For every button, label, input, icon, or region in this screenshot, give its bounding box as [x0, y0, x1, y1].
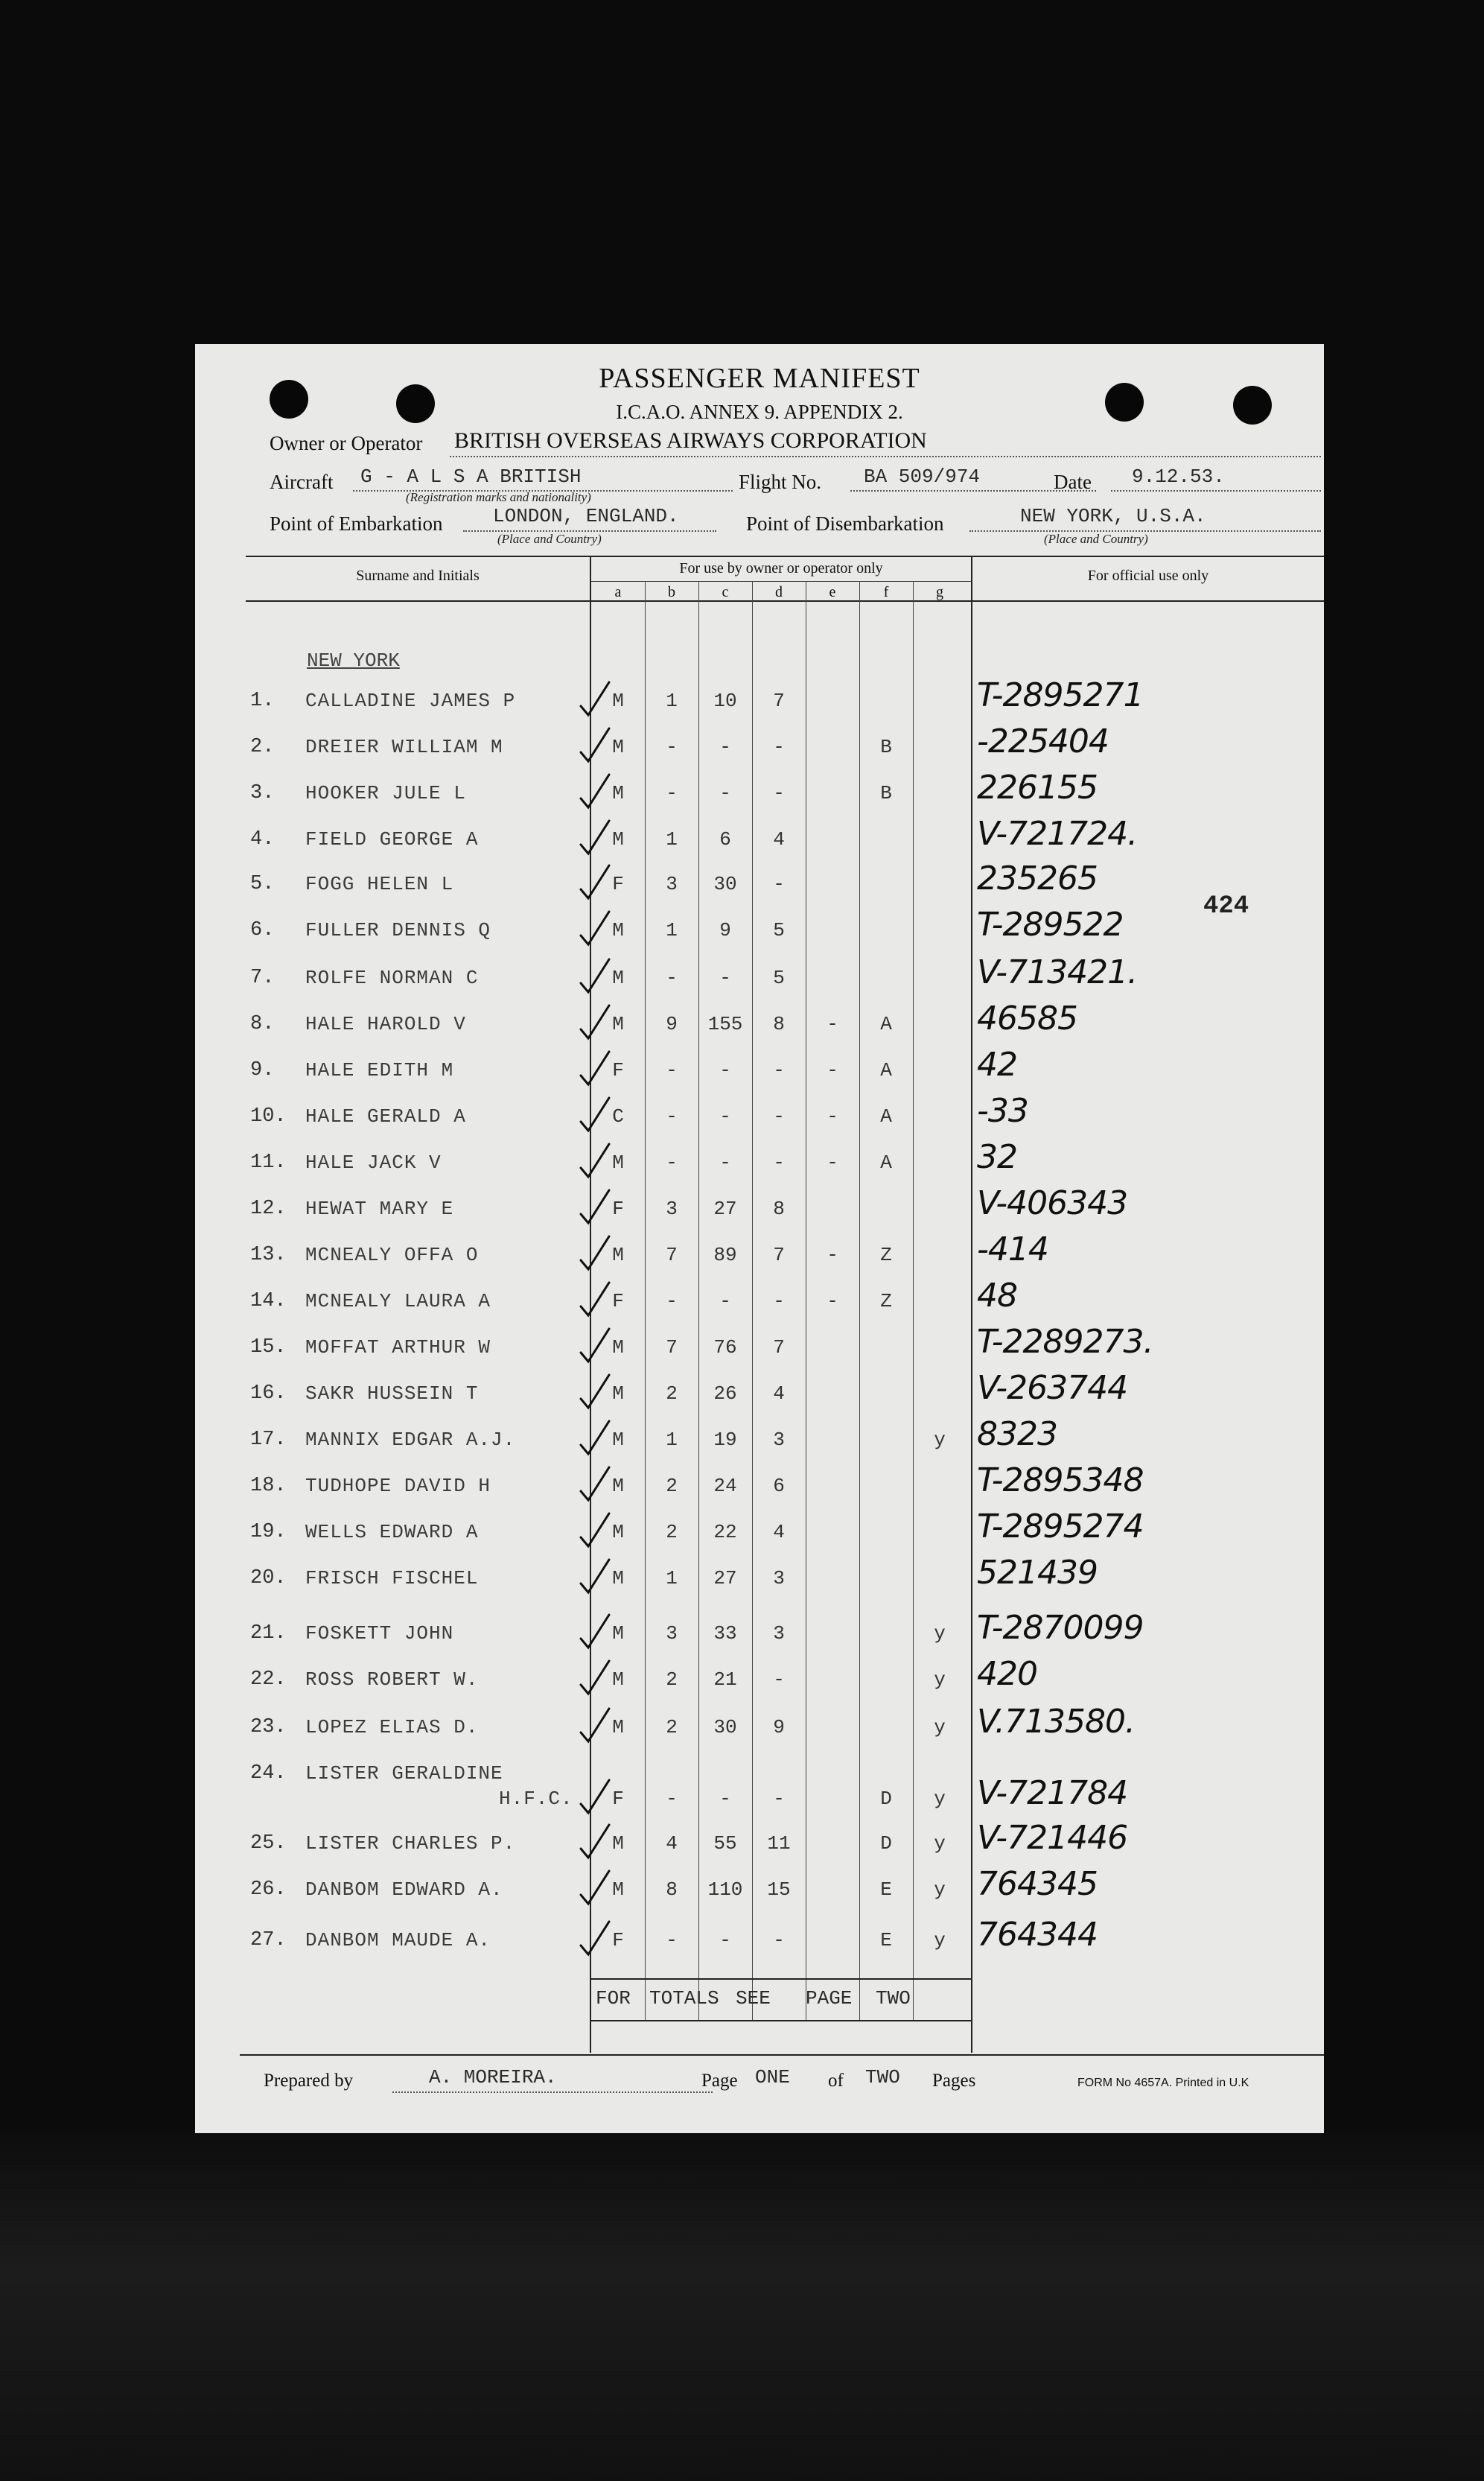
cell-b: 7	[666, 1336, 678, 1359]
passenger-name: MCNEALY OFFA O	[305, 1244, 479, 1266]
cell-b: -	[666, 1059, 678, 1081]
row-number: 25.	[250, 1832, 287, 1855]
cell-c: 24	[713, 1475, 737, 1497]
disembark-value: NEW YORK, U.S.A.	[1020, 505, 1206, 527]
row-number: 20.	[250, 1567, 287, 1589]
cell-f: B	[880, 736, 892, 758]
prepared-by-label: Prepared by	[264, 2071, 354, 2091]
cell-c: -	[719, 1788, 731, 1810]
official-handwritten-number: 8323	[977, 1415, 1057, 1453]
official-handwritten-number: T-2895274	[977, 1508, 1144, 1546]
check-mark-icon	[579, 1464, 612, 1507]
row-number: 22.	[250, 1668, 287, 1691]
passenger-name: WELLS EDWARD A	[305, 1521, 479, 1543]
passenger-name-cont: H.F.C.	[499, 1788, 573, 1810]
official-handwritten-number: -225404	[977, 722, 1109, 760]
cell-a: M	[612, 1668, 624, 1691]
column-letter-c: c	[722, 584, 729, 600]
official-handwritten-number: V-713421.	[977, 953, 1138, 991]
cell-c: -	[719, 967, 731, 989]
official-handwritten-number: T-2870099	[977, 1609, 1144, 1647]
cell-e: -	[827, 1151, 838, 1174]
cell-c: 10	[713, 690, 737, 712]
cell-f: A	[880, 1151, 892, 1174]
row-number: 14.	[250, 1290, 287, 1312]
cell-d: -	[773, 1929, 785, 1951]
cell-a: M	[612, 1244, 624, 1266]
passenger-name: FRISCH FISCHEL	[305, 1567, 479, 1589]
check-mark-icon	[579, 1418, 612, 1461]
check-mark-icon	[579, 1510, 612, 1553]
aircraft-note: (Registration marks and nationality)	[406, 490, 591, 504]
page-title: PASSENGER MANIFEST	[599, 363, 920, 394]
cell-a: F	[612, 1290, 624, 1312]
passenger-name: MANNIX EDGAR A.J.	[305, 1429, 516, 1451]
cell-c: 30	[713, 873, 737, 895]
check-mark-icon	[579, 1280, 612, 1322]
passenger-name: LISTER CHARLES P.	[305, 1832, 516, 1855]
passenger-name: DANBOM EDWARD A.	[305, 1878, 503, 1901]
page-label: Page	[701, 2071, 738, 2091]
cell-b: -	[666, 736, 678, 758]
cell-c: 26	[713, 1382, 737, 1405]
cell-d: 11	[767, 1832, 791, 1855]
of-label: of	[828, 2071, 844, 2091]
cell-b: 2	[666, 1475, 678, 1497]
cell-a: F	[612, 1198, 624, 1220]
passenger-name: FOSKETT JOHN	[305, 1622, 454, 1645]
cell-g: y	[934, 1429, 946, 1451]
cell-a: F	[612, 1059, 624, 1081]
cell-d: 15	[767, 1878, 791, 1901]
cell-g: y	[934, 1878, 946, 1901]
row-number: 23.	[250, 1716, 287, 1738]
cell-d: -	[773, 736, 785, 758]
cell-g: y	[934, 1832, 946, 1855]
cell-b: -	[666, 1105, 678, 1128]
cell-c: 27	[713, 1567, 737, 1589]
passenger-name: DREIER WILLIAM M	[305, 736, 503, 758]
prepared-by-value: A. MOREIRA.	[429, 2066, 557, 2088]
check-mark-icon	[579, 1141, 612, 1184]
check-mark-icon	[579, 818, 612, 860]
cell-d: 3	[773, 1622, 785, 1645]
official-handwritten-number: 226155	[977, 769, 1098, 807]
cell-c: 30	[713, 1716, 737, 1738]
cell-c: 55	[713, 1832, 737, 1855]
cell-f: A	[880, 1013, 892, 1035]
cell-f: Z	[880, 1290, 892, 1312]
cell-c: 6	[719, 828, 731, 851]
passenger-name: ROSS ROBERT W.	[305, 1668, 479, 1691]
cell-d: 7	[773, 690, 785, 712]
cell-d: 4	[773, 1382, 785, 1405]
check-mark-icon	[579, 1658, 612, 1700]
cell-c: -	[719, 736, 731, 758]
of-value: TWO	[865, 2066, 900, 2088]
totals-word: FOR	[596, 1987, 631, 2010]
margin-number: 424	[1203, 892, 1249, 921]
cell-a: M	[612, 1716, 624, 1738]
official-use-header: For official use only	[1087, 568, 1209, 584]
official-handwritten-number: T-2895348	[977, 1461, 1144, 1499]
cell-b: 2	[666, 1521, 678, 1543]
totals-word: PAGE	[806, 1987, 853, 2010]
cell-g: y	[934, 1622, 946, 1645]
header-top-rule	[246, 556, 1324, 557]
cell-a: M	[612, 1475, 624, 1497]
cell-a: M	[612, 828, 624, 851]
cell-a: M	[612, 690, 624, 712]
passenger-name: SAKR HUSSEIN T	[305, 1382, 479, 1405]
manifest-sheet	[195, 344, 1324, 2133]
owner-value: BRITISH OVERSEAS AIRWAYS CORPORATION	[454, 428, 927, 453]
passenger-name: LISTER GERALDINE	[305, 1762, 503, 1785]
cell-a: M	[612, 1336, 624, 1359]
film-background	[0, 2130, 1484, 2481]
row-number: 1.	[250, 690, 275, 712]
cell-a: F	[612, 1788, 624, 1810]
row-number: 26.	[250, 1878, 287, 1901]
form-number: FORM No 4657A. Printed in U.K	[1077, 2077, 1249, 2089]
pages-label: Pages	[932, 2071, 976, 2091]
cell-b: -	[666, 1290, 678, 1312]
cell-b: 8	[666, 1878, 678, 1901]
cell-f: E	[880, 1878, 892, 1901]
official-handwritten-number: V-721446	[977, 1819, 1128, 1857]
passenger-name: FOGG HELEN L	[305, 873, 454, 895]
passenger-name: FULLER DENNIS Q	[305, 919, 491, 941]
cell-f: E	[880, 1929, 892, 1951]
disembark-label: Point of Disembarkation	[746, 512, 944, 535]
column-letter-g: g	[936, 584, 943, 600]
official-handwritten-number: 46585	[977, 1000, 1077, 1038]
official-handwritten-number: T-2895271	[977, 676, 1144, 714]
cell-b: -	[666, 1929, 678, 1951]
passenger-name: HALE GERALD A	[305, 1105, 466, 1128]
passenger-name: CALLADINE JAMES P	[305, 690, 516, 712]
cell-a: C	[612, 1105, 624, 1128]
aircraft-label: Aircraft	[270, 471, 334, 493]
cell-c: 110	[707, 1878, 743, 1901]
row-number: 24.	[250, 1762, 287, 1785]
passenger-name: ROLFE NORMAN C	[305, 967, 479, 989]
check-mark-icon	[579, 1557, 612, 1599]
totals-top-rule	[590, 1978, 971, 1980]
date-dotline	[1111, 490, 1321, 492]
check-mark-icon	[579, 725, 612, 768]
cell-e: -	[827, 1013, 838, 1035]
cell-d: -	[773, 1059, 785, 1081]
cell-a: M	[612, 967, 624, 989]
cell-d: -	[773, 1105, 785, 1128]
cell-d: 5	[773, 967, 785, 989]
cell-c: 33	[713, 1622, 737, 1645]
cell-b: 3	[666, 1622, 678, 1645]
cell-b: -	[666, 1788, 678, 1810]
official-handwritten-number: V-721784	[977, 1774, 1128, 1812]
cell-a: M	[612, 1878, 624, 1901]
official-handwritten-number: T-289522	[977, 906, 1124, 944]
cell-b: 1	[666, 1567, 678, 1589]
row-number: 17.	[250, 1429, 287, 1451]
cell-d: -	[773, 1151, 785, 1174]
cell-a: M	[612, 1567, 624, 1589]
aircraft-value: G - A L S A BRITISH	[360, 466, 582, 488]
cell-f: A	[880, 1105, 892, 1128]
owner-dotline	[450, 456, 1321, 457]
cell-a: M	[612, 1382, 624, 1405]
official-handwritten-number: V.713580.	[977, 1703, 1135, 1741]
owner-use-header: For use by owner or operator only	[679, 560, 883, 576]
cell-b: 2	[666, 1716, 678, 1738]
cell-d: 9	[773, 1716, 785, 1738]
prepared-dotline	[392, 2091, 713, 2093]
official-handwritten-number: 235265	[977, 860, 1098, 898]
check-mark-icon	[579, 1326, 612, 1368]
passenger-name: HEWAT MARY E	[305, 1198, 454, 1220]
cell-d: 8	[773, 1013, 785, 1035]
passenger-name: HALE EDITH M	[305, 1059, 454, 1081]
column-letter-b: b	[668, 584, 675, 600]
row-number: 18.	[250, 1475, 287, 1497]
cell-a: F	[612, 1929, 624, 1951]
cell-f: D	[880, 1832, 892, 1855]
owner-label: Owner or Operator	[270, 432, 423, 454]
cell-b: 4	[666, 1832, 678, 1855]
cell-a: M	[612, 736, 624, 758]
cell-d: 4	[773, 1521, 785, 1543]
passenger-name: MOFFAT ARTHUR W	[305, 1336, 491, 1359]
cell-c: -	[719, 1059, 731, 1081]
cell-b: -	[666, 1151, 678, 1174]
cell-g: y	[934, 1716, 946, 1738]
cell-g: y	[934, 1668, 946, 1691]
cell-d: 5	[773, 919, 785, 941]
official-handwritten-number: 420	[977, 1655, 1037, 1693]
check-mark-icon	[579, 679, 612, 722]
date-label: Date	[1054, 471, 1092, 493]
cell-a: M	[612, 1013, 624, 1035]
row-number: 12.	[250, 1198, 287, 1220]
cell-d: 6	[773, 1475, 785, 1497]
cell-e: -	[827, 1244, 838, 1266]
cell-f: A	[880, 1059, 892, 1081]
row-number: 9.	[250, 1059, 275, 1081]
cell-c: 155	[707, 1013, 743, 1035]
column-letter-a: a	[614, 584, 622, 600]
cell-a: M	[612, 1832, 624, 1855]
cell-b: 2	[666, 1382, 678, 1405]
official-handwritten-number: V-406343	[977, 1184, 1128, 1222]
cell-c: 89	[713, 1244, 737, 1266]
row-number: 3.	[250, 782, 275, 804]
page-subtitle: I.C.A.O. ANNEX 9. APPENDIX 2.	[616, 401, 903, 423]
passenger-name: FIELD GEORGE A	[305, 828, 479, 851]
check-mark-icon	[579, 1612, 612, 1654]
cell-c: -	[719, 1290, 731, 1312]
row-number: 7.	[250, 967, 275, 989]
cell-d: 8	[773, 1198, 785, 1220]
check-mark-icon	[579, 863, 612, 905]
cell-b: 1	[666, 919, 678, 941]
cell-b: 9	[666, 1013, 678, 1035]
passenger-name: TUDHOPE DAVID H	[305, 1475, 491, 1497]
passenger-name: MCNEALY LAURA A	[305, 1290, 491, 1312]
official-handwritten-number: 32	[977, 1138, 1017, 1176]
date-value: 9.12.53.	[1132, 466, 1225, 488]
check-mark-icon	[579, 1868, 612, 1910]
cell-c: -	[719, 1105, 731, 1128]
cell-b: 1	[666, 690, 678, 712]
cell-d: -	[773, 1788, 785, 1810]
cell-b: 2	[666, 1668, 678, 1691]
surname-header: Surname and Initials	[356, 568, 480, 584]
check-mark-icon	[579, 1187, 612, 1230]
cell-c: 76	[713, 1336, 737, 1359]
totals-word: TWO	[876, 1987, 911, 2010]
column-letter-f: f	[883, 584, 889, 600]
official-handwritten-number: T-2289273.	[977, 1323, 1153, 1361]
cell-f: B	[880, 782, 892, 804]
check-mark-icon	[579, 1822, 612, 1864]
page-value: ONE	[755, 2066, 790, 2088]
embark-value: LONDON, ENGLAND.	[493, 505, 679, 527]
row-number: 16.	[250, 1382, 287, 1405]
cell-d: 3	[773, 1429, 785, 1451]
totals-bottom-rule	[590, 2020, 971, 2021]
cell-c: 9	[719, 919, 731, 941]
cell-d: -	[773, 1290, 785, 1312]
cell-a: M	[612, 1151, 624, 1174]
flight-label: Flight No.	[739, 471, 822, 493]
check-mark-icon	[579, 909, 612, 951]
cell-f: D	[880, 1788, 892, 1810]
passenger-name: LOPEZ ELIAS D.	[305, 1716, 479, 1738]
cell-b: 1	[666, 828, 678, 851]
passenger-name: DANBOM MAUDE A.	[305, 1929, 491, 1951]
check-mark-icon	[579, 1777, 612, 1820]
row-number: 27.	[250, 1929, 287, 1951]
section-heading: NEW YORK	[307, 649, 400, 672]
cell-c: 21	[713, 1668, 737, 1691]
cell-b: 3	[666, 873, 678, 895]
totals-word: SEE	[736, 1987, 771, 2010]
cell-g: y	[934, 1929, 946, 1951]
official-handwritten-number: 764344	[977, 1916, 1098, 1954]
cell-c: 22	[713, 1521, 737, 1543]
check-mark-icon	[579, 1706, 612, 1748]
cell-d: 7	[773, 1336, 785, 1359]
check-mark-icon	[579, 1049, 612, 1091]
row-number: 5.	[250, 873, 275, 895]
cell-c: -	[719, 1151, 731, 1174]
cell-a: F	[612, 873, 624, 895]
cell-d: -	[773, 1668, 785, 1691]
row-number: 6.	[250, 919, 275, 941]
row-number: 4.	[250, 828, 275, 851]
cell-b: 7	[666, 1244, 678, 1266]
row-number: 21.	[250, 1622, 287, 1645]
header-sub-rule	[591, 581, 971, 582]
official-handwritten-number: 42	[977, 1046, 1017, 1084]
official-handwritten-number: 48	[977, 1277, 1017, 1315]
passenger-name: HALE HAROLD V	[305, 1013, 466, 1035]
totals-word: TOTALS	[649, 1987, 719, 2010]
row-number: 8.	[250, 1013, 275, 1035]
cell-a: M	[612, 1622, 624, 1645]
row-number: 2.	[250, 736, 275, 758]
disembark-note: (Place and Country)	[1044, 532, 1148, 546]
footer-rule	[240, 2054, 1324, 2056]
official-handwritten-number: 764345	[977, 1865, 1098, 1903]
official-handwritten-number: 521439	[977, 1554, 1098, 1592]
cell-e: -	[827, 1105, 838, 1128]
official-handwritten-number: -33	[977, 1092, 1028, 1130]
cell-a: M	[612, 1429, 624, 1451]
row-number: 13.	[250, 1244, 287, 1266]
cell-d: 3	[773, 1567, 785, 1589]
flight-value: BA 509/974	[864, 466, 981, 488]
check-mark-icon	[579, 1372, 612, 1414]
cell-b: -	[666, 782, 678, 804]
col-divider-official	[971, 556, 972, 2053]
cell-d: -	[773, 782, 785, 804]
cell-a: M	[612, 919, 624, 941]
cell-b: -	[666, 967, 678, 989]
cell-a: M	[612, 782, 624, 804]
check-mark-icon	[579, 1919, 612, 1961]
check-mark-icon	[579, 772, 612, 814]
column-letter-e: e	[829, 584, 836, 600]
official-handwritten-number: V-721724.	[977, 815, 1138, 853]
cell-c: 27	[713, 1198, 737, 1220]
official-handwritten-number: -414	[977, 1230, 1048, 1268]
passenger-name: HOOKER JULE L	[305, 782, 466, 804]
check-mark-icon	[579, 956, 612, 999]
column-letter-d: d	[775, 584, 783, 600]
check-mark-icon	[579, 1233, 612, 1276]
row-number: 11.	[250, 1151, 287, 1174]
cell-d: 4	[773, 828, 785, 851]
passenger-name: HALE JACK V	[305, 1151, 442, 1174]
cell-c: 19	[713, 1429, 737, 1451]
cell-f: Z	[880, 1244, 892, 1266]
cell-a: M	[612, 1521, 624, 1543]
cell-b: 1	[666, 1429, 678, 1451]
cell-d: 7	[773, 1244, 785, 1266]
check-mark-icon	[579, 1095, 612, 1137]
cell-c: -	[719, 1929, 731, 1951]
embark-note: (Place and Country)	[497, 532, 602, 546]
embark-label: Point of Embarkation	[270, 512, 443, 535]
cell-e: -	[827, 1059, 838, 1081]
cell-c: -	[719, 782, 731, 804]
row-number: 10.	[250, 1105, 287, 1128]
cell-g: y	[934, 1788, 946, 1810]
cell-d: -	[773, 873, 785, 895]
cell-e: -	[827, 1290, 838, 1312]
check-mark-icon	[579, 1003, 612, 1045]
official-handwritten-number: V-263744	[977, 1369, 1128, 1407]
row-number: 15.	[250, 1336, 287, 1359]
row-number: 19.	[250, 1521, 287, 1543]
cell-b: 3	[666, 1198, 678, 1220]
